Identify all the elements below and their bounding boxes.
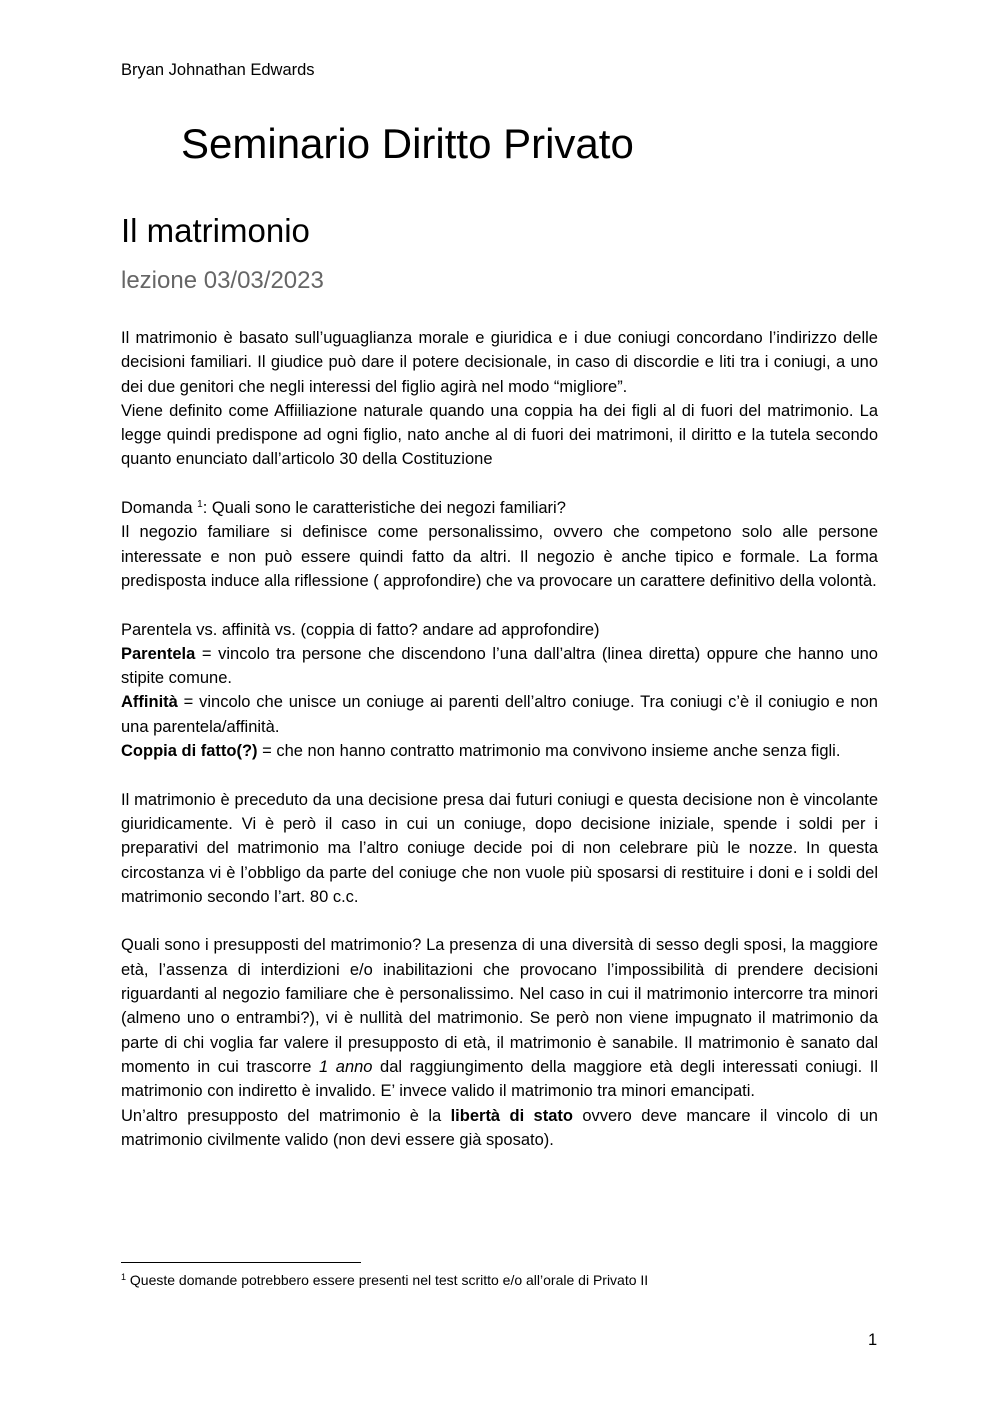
paragraph-equality: Il matrimonio è basato sull’uguaglianza morale e giuridica e i due coniugi concordano l’indirizzo delle decisioni familiari. Il giudice può dare il potere decisionale, in caso di discordie e liti tra i coniugi, a uno dei due genitori che negli interessi del figlio agirà nel modo “migliore”. [121,329,878,396]
definition-text: = vincolo tra persone che discendono l’una dall’altra (linea diretta) oppure che hanno uno stipite comune. [121,644,878,688]
paragraph-marital-status [121,1104,878,1153]
definition-term: Coppia di fatto(?) [121,742,258,761]
paragraph-prerequisites [121,933,878,1103]
section-title: Il matrimonio [121,212,310,249]
definition-affinita [121,690,878,739]
question-heading [121,496,878,520]
definition-term: Parentela [121,644,196,663]
question-text: : Quali sono le caratteristiche dei negozi familiari? [202,499,566,518]
definition-coppia-di-fatto [121,739,878,763]
document-title: Seminario Diritto Privato [181,120,634,167]
prerequisites-text-cont: dal raggiungimento della maggiore età degli interessati coniugi. Il matrimonio con indiretto è invalido. E’ invece valido il matrimonio tra minori emancipati. [121,1057,878,1101]
lesson-date: lezione 03/03/2023 [121,267,324,294]
italic-duration: 1 anno [319,1057,373,1076]
paragraph-affiliation: Viene definito come Affiiliazione naturale quando una coppia ha dei figli al di fuori del matrimonio. La legge quindi predispone ad ogni figlio, nato anche al di fuori dei matrimoni, il diritto e la tutela secondo quanto enunciato dall’articolo 30 della Costituzione [121,401,878,469]
document-body [121,326,878,1152]
paragraph-comparison: Parentela vs. affinità vs. (coppia di fatto? andare ad approfondire) [121,620,600,639]
author-name: Bryan Johnathan Edwards [121,61,315,79]
footnote [121,1271,648,1289]
footnote-ref[interactable]: 1 [197,499,203,511]
question-label: Domanda [121,499,198,518]
footnote-separator [121,1262,361,1263]
marital-status-text-cont: ovvero deve mancare il vincolo di un matrimonio civilmente valido (non devi essere già sposato). [121,1106,878,1149]
definition-parentela [121,642,878,691]
marital-status-text: Un’altro presupposto del matrimonio è la [121,1106,451,1125]
bold-liberta-di-stato: libertà di stato [450,1106,573,1125]
paragraph-family-business: Il negozio familiare si definisce come personalissimo, ovvero che competono solo alle persone interessate e non può essere quindi fatto da altri. Il negozio è anche tipico e formale. La forma predisposta induce alla riflessione ( approfondire) che va provocare un carattere definitivo della volontà. [121,523,878,590]
paragraph-engagement: Il matrimonio è preceduto da una decisione presa dai futuri coniugi e questa decisione non è vincolante giuridicamente. Vi è però il caso in cui un coniuge, dopo decisione iniziale, spende i soldi per i preparativi del matrimonio ma l’altro coniuge decide poi di non celebrare più le nozze. In questa circostanza vi è l’obbligo da parte del coniuge che non vuole più sposarsi di restituire i doni e i soldi del matrimonio secondo l’art. 80 c.c. [121,790,878,906]
footnote-marker: 1 [121,1272,127,1282]
footnote-text: Queste domande potrebbero essere presenti nel test scritto e/o all’orale di Privato II [126,1272,649,1288]
prerequisites-text: Quali sono i presupposti del matrimonio? La presenza di una diversità di sesso degli sposi, la maggiore età, l’assenza di interdizioni e/o inabilitazioni che provocano l’impossibilità di prendere decisioni riguardanti al negozio familiare che è personalissimo. Nel caso in cui il matrimonio intercorre tra minori (almeno uno o entrambi?), vi è nullità del matrimonio. Se però non viene impugnato il matrimonio da parte di chi voglia far valere il presupposto di età, il matrimonio è sanabile. Il matrimonio è sanato dal momento in cui trascorre [121,936,878,1076]
definition-text: = che non hanno contratto matrimonio ma convivono insieme anche senza figli. [257,742,841,761]
page-number: 1 [868,1331,878,1349]
definition-term: Affinità [121,693,178,712]
definition-text: = vincolo che unisce un coniuge ai parenti dell’altro coniuge. Tra coniugi c’è il coniugio e non una parentela/affinità. [121,693,878,736]
